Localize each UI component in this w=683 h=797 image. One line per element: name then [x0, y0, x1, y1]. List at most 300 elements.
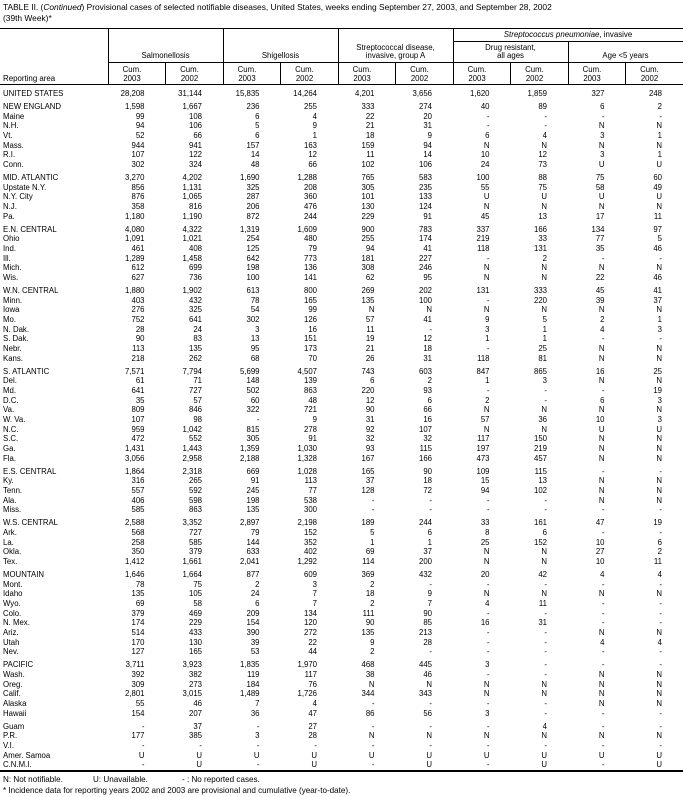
row-label: E.S. CENTRAL [3, 466, 57, 476]
data-cell: N [656, 343, 662, 353]
data-cell: 333 [361, 101, 375, 111]
data-cell: 10 [595, 556, 605, 566]
data-cell: 165 [188, 647, 202, 657]
data-cell: 6 [427, 527, 432, 537]
data-cell: 105 [188, 589, 202, 599]
data-cell: 472 [131, 434, 145, 444]
data-cell: - [601, 527, 605, 537]
data-cell: - [659, 466, 662, 476]
row-label: Vt. [3, 130, 13, 140]
superheader-italic: Streptococcus pneumoniae [503, 30, 600, 39]
data-cell: N [541, 679, 547, 689]
column-group-label-4 [453, 42, 568, 62]
data-cell: - [659, 334, 662, 344]
data-cell: - [429, 740, 432, 750]
table-body [0, 89, 683, 770]
table-row [0, 376, 683, 386]
data-cell: 144 [246, 537, 260, 547]
row-label: La. [3, 537, 14, 547]
data-cell: 3 [657, 414, 662, 424]
column-group-label-1 [108, 42, 223, 62]
data-cell: 52 [135, 130, 145, 140]
data-cell: 3,711 [125, 660, 145, 670]
column-group-label-line: invasive, group A [365, 51, 426, 61]
data-cell: 200 [418, 556, 432, 566]
row-label: Tenn. [3, 485, 23, 495]
data-cell: N [656, 405, 662, 415]
data-cell: 12 [538, 150, 547, 160]
data-cell: - [486, 627, 490, 637]
data-cell: 876 [131, 192, 145, 202]
data-cell: N [541, 305, 547, 315]
data-cell: N [541, 140, 547, 150]
data-cell: 44 [308, 647, 317, 657]
title-continued: Continued [43, 2, 82, 12]
data-cell: 25 [653, 366, 662, 376]
data-cell: 3 [657, 324, 662, 334]
data-cell: 476 [303, 201, 317, 211]
data-cell: N [598, 140, 605, 150]
data-cell: 133 [418, 192, 432, 202]
cum-label: Cum. [640, 65, 659, 74]
data-cell: 131 [533, 243, 547, 253]
row-label: W.N. CENTRAL [3, 285, 59, 295]
table-row [0, 141, 683, 151]
data-cell: N [426, 679, 432, 689]
data-cell: 92 [365, 424, 375, 434]
year-label: 2003 [353, 74, 371, 83]
data-cell: 134 [303, 608, 317, 618]
data-cell: 45 [595, 285, 605, 295]
data-cell: 93 [365, 444, 375, 453]
data-cell: 392 [131, 669, 145, 679]
data-cell: 3 [657, 395, 662, 405]
row-label: Md. [3, 385, 16, 395]
data-cell: N [598, 305, 605, 315]
data-cell: - [601, 111, 605, 121]
data-cell: 49 [653, 182, 662, 192]
data-cell: 308 [361, 263, 375, 273]
data-cell: U [541, 760, 547, 770]
data-cell: 206 [246, 201, 260, 211]
data-cell: 154 [246, 618, 260, 628]
data-cell: - [486, 121, 490, 131]
data-cell: 24 [250, 589, 260, 599]
cum-label: Cum. [582, 65, 602, 74]
data-cell: 258 [131, 537, 145, 547]
data-cell: N [483, 547, 490, 557]
row-label: Kans. [3, 353, 23, 363]
data-cell: 2 [600, 314, 605, 324]
data-cell: 344 [361, 689, 375, 699]
data-cell: - [256, 740, 260, 750]
data-cell: 18 [423, 476, 432, 486]
row-label: Del. [3, 376, 17, 386]
data-cell: N [598, 485, 605, 495]
data-cell: 35 [595, 243, 605, 253]
data-cell: 274 [418, 101, 432, 111]
data-cell: 91 [308, 434, 317, 444]
data-cell: 7 [427, 598, 432, 608]
data-cell: N [541, 556, 547, 566]
row-label: Wash. [3, 669, 25, 679]
data-cell: 3,015 [182, 689, 202, 699]
data-cell: 633 [246, 547, 260, 557]
data-cell: 111 [362, 608, 375, 618]
data-cell: - [601, 608, 605, 618]
table-row [0, 183, 683, 193]
data-cell: 154 [131, 708, 145, 718]
table-row [0, 496, 683, 506]
row-label: NEW ENGLAND [3, 101, 62, 111]
data-cell: 4 [600, 637, 605, 647]
data-cell: N [656, 453, 662, 463]
data-cell: 352 [303, 537, 317, 547]
data-cell: 1,598 [124, 101, 145, 111]
column-group-label-line: Streptococcal disease, [356, 42, 435, 52]
data-cell: 113 [132, 343, 145, 353]
data-cell: 445 [418, 660, 432, 670]
data-cell: 402 [303, 547, 317, 557]
data-cell: 2 [427, 376, 432, 386]
data-cell: 322 [246, 405, 260, 415]
data-cell: 5 [370, 527, 375, 537]
row-label: Mo. [3, 314, 16, 324]
data-cell: N [656, 589, 662, 599]
data-cell: 305 [246, 434, 260, 444]
data-cell: 514 [131, 627, 145, 637]
data-cell: 4,080 [124, 224, 145, 234]
data-cell: N [656, 669, 662, 679]
data-cell: 1 [485, 376, 490, 386]
row-label: Okla. [3, 547, 22, 557]
data-cell: - [486, 505, 490, 515]
data-cell: 783 [418, 224, 432, 234]
column-subheader-6 [396, 64, 453, 85]
data-cell: 552 [188, 434, 202, 444]
data-cell: 119 [247, 669, 260, 679]
data-cell: 94 [135, 121, 145, 131]
data-cell: - [371, 760, 375, 770]
data-cell: 161 [533, 518, 547, 528]
table-row [0, 296, 683, 306]
data-cell: 941 [188, 140, 202, 150]
cum-label: Cum. [295, 65, 314, 74]
data-cell: 94 [365, 243, 375, 253]
data-cell: 72 [423, 485, 432, 495]
data-cell: N [656, 679, 662, 689]
data-cell: 847 [476, 366, 490, 376]
data-cell: N [598, 731, 605, 741]
data-cell: 872 [246, 211, 260, 221]
data-cell: N [368, 679, 375, 689]
data-cell: 13 [250, 334, 260, 344]
data-cell: 58 [595, 182, 605, 192]
table-row [0, 647, 683, 657]
data-cell: 4 [312, 111, 317, 121]
table-row [0, 589, 683, 599]
row-label: N.H. [3, 121, 19, 131]
row-label: N. Mex. [3, 618, 30, 628]
data-cell: N [656, 140, 662, 150]
data-cell: 262 [188, 353, 202, 363]
data-cell: - [486, 579, 490, 589]
year-label: 2002 [640, 74, 659, 83]
data-cell: 276 [131, 305, 145, 315]
data-cell: 198 [246, 263, 260, 273]
data-cell: 47 [308, 708, 317, 718]
data-cell: - [601, 721, 605, 731]
data-cell: N [598, 353, 605, 363]
data-cell: 108 [188, 111, 202, 121]
data-cell: 379 [131, 608, 145, 618]
data-cell: 31 [365, 414, 375, 424]
data-cell: 856 [131, 182, 145, 192]
data-cell: 2,188 [239, 453, 260, 463]
data-cell: 10 [595, 414, 605, 424]
column-group-label-line: all ages [497, 51, 524, 61]
data-cell: 2 [370, 598, 375, 608]
table-row [0, 538, 683, 548]
data-cell: 39 [595, 295, 605, 305]
data-cell: 627 [131, 272, 145, 282]
data-cell: U [598, 424, 605, 434]
data-cell: 609 [303, 569, 317, 579]
table-row [0, 699, 683, 709]
data-cell: 125 [246, 243, 260, 253]
data-cell: 39 [250, 637, 260, 647]
data-cell: 139 [303, 376, 317, 386]
row-label: S. ATLANTIC [3, 366, 50, 376]
data-cell: 107 [131, 150, 145, 160]
row-label: Pa. [3, 211, 15, 221]
data-cell: 70 [308, 353, 317, 363]
data-cell: 117 [477, 434, 490, 444]
data-cell: 1,292 [297, 556, 317, 566]
column-subheader-2 [166, 64, 223, 85]
data-cell: 130 [188, 637, 202, 647]
data-cell: 174 [131, 618, 145, 628]
data-cell: U [138, 750, 145, 760]
data-cell: N [598, 627, 605, 637]
row-label: Ky. [3, 476, 14, 486]
data-cell: 42 [538, 569, 547, 579]
column-subheader-4 [281, 64, 338, 85]
data-cell: 1 [485, 334, 490, 344]
data-cell: 163 [303, 140, 317, 150]
data-cell: 457 [533, 453, 547, 463]
data-cell: 846 [188, 405, 202, 415]
data-cell: - [371, 495, 375, 505]
data-cell: 20 [480, 569, 490, 579]
data-cell: 2,897 [239, 518, 260, 528]
data-cell: 25 [480, 537, 490, 547]
column-group-label-3 [338, 42, 453, 62]
data-cell: 220 [361, 385, 375, 395]
data-cell: 6 [485, 130, 490, 140]
table-row [0, 609, 683, 619]
data-cell: 1,859 [527, 89, 547, 98]
data-cell: 117 [304, 669, 317, 679]
data-cell: 248 [648, 89, 662, 98]
data-cell: U [656, 424, 662, 434]
data-cell: 90 [365, 405, 375, 415]
data-cell: 25 [538, 343, 547, 353]
column-subheader-7 [453, 64, 510, 85]
data-cell: 244 [303, 211, 317, 221]
table-row [0, 254, 683, 264]
data-cell: - [141, 740, 145, 750]
data-cell: 641 [131, 385, 145, 395]
year-label: 2003 [123, 74, 141, 83]
data-cell: 1,902 [182, 285, 202, 295]
row-label: Va. [3, 405, 15, 415]
data-cell: 6 [600, 101, 605, 111]
table-row [0, 234, 683, 244]
data-cell: 166 [418, 453, 432, 463]
table-header [0, 28, 683, 85]
data-cell: U [426, 750, 432, 760]
data-cell: N [483, 556, 490, 566]
data-cell: 24 [480, 160, 490, 169]
data-cell: 2,041 [239, 556, 260, 566]
data-cell: 106 [188, 121, 202, 131]
data-cell: 4 [542, 721, 547, 731]
data-cell: 54 [250, 305, 260, 315]
data-cell: 255 [361, 234, 375, 244]
data-cell: 99 [308, 305, 317, 315]
data-cell: 469 [188, 608, 202, 618]
table-row [0, 570, 683, 580]
data-cell: 127 [131, 647, 145, 657]
data-cell: 14,264 [293, 89, 317, 98]
data-cell: 90 [423, 608, 432, 618]
data-cell: 189 [361, 518, 375, 528]
table-row [0, 486, 683, 496]
data-cell: U [656, 750, 662, 760]
footnote-incidence-note: * Incidence data for reporting years 2002 and 2003 are provisional and cumulative (year-to-date). [3, 786, 351, 795]
data-cell: 37 [423, 547, 432, 557]
data-cell: U [656, 760, 662, 770]
data-cell: 58 [193, 598, 202, 608]
data-cell: - [601, 618, 605, 628]
data-cell: 31 [423, 353, 432, 363]
superheader-rest: , invasive [599, 30, 633, 39]
data-cell: 6 [370, 376, 375, 386]
column-subheader-10 [626, 64, 683, 85]
data-cell: 2,801 [124, 689, 145, 699]
year-label: 2002 [525, 74, 544, 83]
data-cell: 37 [653, 295, 662, 305]
data-cell: 38 [365, 669, 375, 679]
cum-label: Cum. [352, 65, 372, 74]
data-cell: 3 [600, 130, 605, 140]
data-cell: - [256, 760, 260, 770]
data-cell: 94 [480, 485, 490, 495]
table-row [0, 305, 683, 315]
data-cell: N [598, 669, 605, 679]
data-cell: 26 [365, 353, 375, 363]
data-cell: 273 [188, 679, 202, 689]
column-group-label-2 [223, 42, 338, 62]
data-cell: 227 [418, 253, 432, 263]
data-cell: 2,588 [124, 518, 145, 528]
data-cell: - [429, 495, 432, 505]
data-cell: 2 [657, 101, 662, 111]
data-cell: 877 [246, 569, 260, 579]
data-cell: 88 [538, 172, 547, 182]
data-cell: N [483, 679, 490, 689]
data-cell: 90 [365, 618, 375, 628]
data-cell: 159 [361, 140, 375, 150]
data-cell: 1,412 [124, 556, 145, 566]
row-label: C.N.M.I. [3, 760, 32, 770]
data-cell: 235 [418, 182, 432, 192]
data-cell: 302 [131, 160, 145, 169]
data-cell: 15 [480, 476, 490, 486]
data-cell: 1 [370, 537, 375, 547]
data-cell: 22 [365, 111, 375, 121]
data-cell: 115 [534, 466, 547, 476]
data-cell: - [659, 253, 662, 263]
table-row [0, 415, 683, 425]
data-cell: 5 [255, 121, 260, 131]
data-cell: 27 [595, 547, 605, 557]
data-cell: 3,923 [182, 660, 202, 670]
data-cell: 131 [476, 285, 490, 295]
data-cell: 1 [312, 130, 317, 140]
data-cell: 4 [657, 569, 662, 579]
data-cell: 4,322 [182, 224, 202, 234]
data-cell: - [659, 111, 662, 121]
cum-label: Cum. [525, 65, 544, 74]
year-label: 2003 [583, 74, 601, 83]
data-cell: 6 [657, 537, 662, 547]
data-cell: 97 [653, 224, 662, 234]
data-cell: 78 [135, 579, 145, 589]
data-cell: 255 [303, 101, 317, 111]
data-cell: 800 [303, 285, 317, 295]
data-cell: 77 [595, 234, 605, 244]
data-cell: 46 [423, 669, 432, 679]
data-cell: 245 [246, 485, 260, 495]
data-cell: 106 [418, 160, 432, 169]
data-cell: 6 [255, 130, 260, 140]
data-cell: 71 [193, 376, 202, 386]
data-cell: 8 [485, 527, 490, 537]
data-cell: 95 [423, 272, 432, 282]
data-cell: - [544, 627, 547, 637]
data-cell: 81 [538, 353, 547, 363]
data-cell: - [199, 740, 202, 750]
column-group-label-5 [568, 42, 683, 62]
data-cell: - [659, 740, 662, 750]
data-cell: 1,289 [124, 253, 145, 263]
data-cell: 10 [595, 537, 605, 547]
data-cell: - [486, 647, 490, 657]
data-cell: N [598, 476, 605, 486]
data-cell: U [483, 192, 490, 202]
data-cell: 157 [246, 140, 260, 150]
data-cell: 568 [131, 527, 145, 537]
data-cell: - [486, 698, 490, 708]
data-cell: 120 [303, 618, 317, 628]
data-cell: 9 [370, 637, 375, 647]
data-cell: 4,202 [182, 172, 202, 182]
data-cell: 12 [308, 150, 317, 160]
row-label: Upstate N.Y. [3, 182, 47, 192]
data-cell: 48 [250, 160, 260, 169]
